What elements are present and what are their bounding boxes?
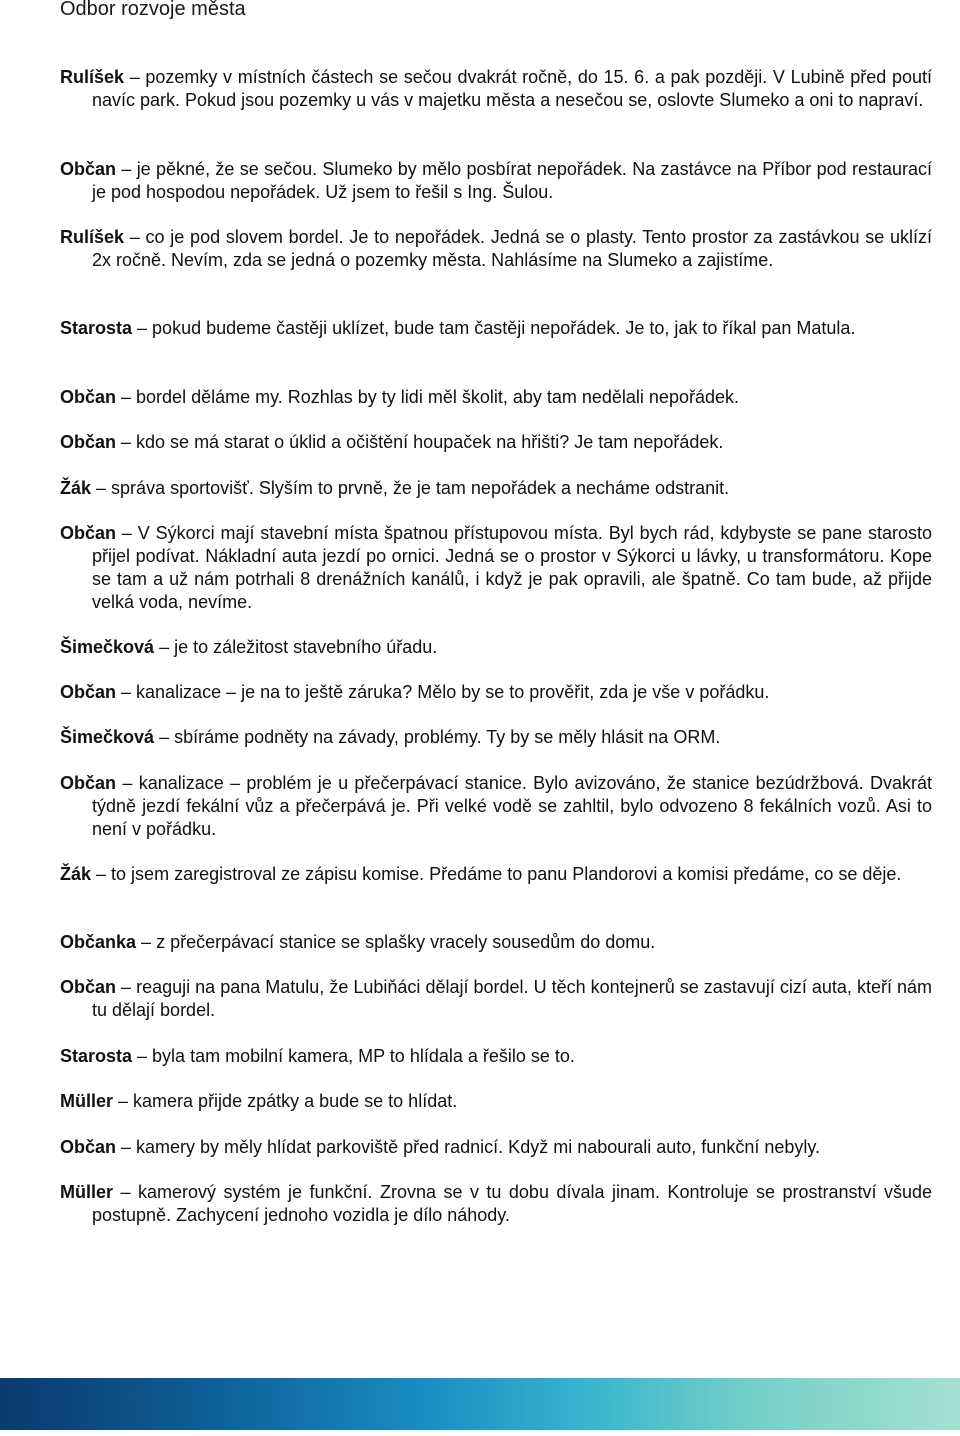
minutes-entry	[60, 386, 932, 409]
footer-gradient-bar	[0, 1378, 960, 1430]
entry-text: reaguji na pana Matulu, že Lubiňáci dělají bordel. U těch kontejnerů se zastavují cizí auta, kteří nám tu dělají bordel.	[92, 977, 932, 1020]
entry-text: co je pod slovem bordel. Je to nepořádek. Jedná se o plasty. Tento prostor za zastávkou se uklízí 2x ročně. Nevím, zda se jedná o pozemky města. Nahlásíme na Slumeko a zajistíme.	[92, 227, 932, 270]
dash-separator: –	[116, 773, 139, 793]
entry-text: pokud budeme častěji uklízet, bude tam častěji nepořádek. Je to, jak to říkal pan Matula.	[152, 318, 856, 338]
minutes-entry	[60, 1136, 932, 1159]
dash-separator: –	[113, 1182, 138, 1202]
entry-text: kamerový systém je funkční. Zrovna se v tu dobu dívala jinam. Kontroluje se prostranství všude postupně. Zachycení jednoho vozidla je dílo náhody.	[92, 1182, 932, 1225]
entry-text: pozemky v místních částech se sečou dvakrát ročně, do 15. 6. a pak později. V Lubině před poutí navíc park. Pokud jsou pozemky u vás v majetku města a nesečou se, oslovte Slumeko a oni to napraví.	[92, 67, 933, 110]
minutes-entry	[60, 976, 932, 1022]
minutes-entry	[60, 158, 932, 204]
dash-separator: –	[91, 864, 112, 884]
entry-text: kanalizace – problém je u přečerpávací stanice. Bylo avizováno, že stanice bezúdržbová. Dvakrát týdně jezdí fekální vůz a přečerpává je. Při velké vodě se zahltil, bylo odvozeno 8 fekálních vozů. Asi to není v pořádku.	[92, 773, 932, 839]
speaker-name: Občanka	[60, 932, 137, 952]
dash-separator: –	[124, 67, 146, 87]
dash-separator: –	[132, 1046, 153, 1066]
speaker-name: Občan	[60, 523, 117, 543]
minutes-entry	[60, 317, 932, 340]
speaker-name: Žák	[60, 478, 92, 498]
entry-text: kdo se má starat o úklid a očištění houpaček na hřišti? Je tam nepořádek.	[136, 432, 724, 452]
dash-separator: –	[113, 1091, 134, 1111]
dash-separator: –	[116, 1137, 137, 1157]
speaker-name: Rulíšek	[60, 67, 125, 87]
dash-separator: –	[154, 727, 175, 747]
entry-text: bordel děláme my. Rozhlas by ty lidi měl školit, aby tam nedělali nepořádek.	[136, 387, 739, 407]
page-header-title: Odbor rozvoje města	[60, 0, 246, 20]
entry-text: sbíráme podněty na závady, problémy. Ty by se měly hlásit na ORM.	[174, 727, 721, 747]
minutes-entry	[60, 477, 932, 500]
speaker-name: Občan	[60, 387, 117, 407]
dash-separator: –	[116, 159, 137, 179]
minutes-entry	[60, 522, 932, 614]
dash-separator: –	[91, 478, 112, 498]
entry-text: správa sportovišť. Slyším to prvně, že je tam nepořádek a necháme odstranit.	[111, 478, 730, 498]
minutes-entry	[60, 681, 932, 704]
dash-separator: –	[154, 637, 175, 657]
dash-separator: –	[132, 318, 153, 338]
dash-separator: –	[116, 977, 137, 997]
minutes-entry	[60, 431, 932, 454]
minutes-entry	[60, 226, 932, 272]
minutes-entry	[60, 726, 932, 749]
speaker-name: Rulíšek	[60, 227, 125, 247]
minutes-entry	[60, 772, 932, 841]
speaker-name: Občan	[60, 432, 117, 452]
dash-separator: –	[124, 227, 146, 247]
dash-separator: –	[136, 932, 157, 952]
speaker-name: Občan	[60, 773, 117, 793]
entry-text: je to záležitost stavebního úřadu.	[174, 637, 438, 657]
speaker-name: Starosta	[60, 318, 133, 338]
speaker-name: Müller	[60, 1091, 114, 1111]
dash-separator: –	[116, 523, 138, 543]
speaker-name: Šimečková	[60, 637, 155, 657]
dash-separator: –	[116, 682, 137, 702]
entry-text: kamery by měly hlídat parkoviště před radnicí. Když mi nabourali auto, funkční nebyly.	[136, 1137, 821, 1157]
speaker-name: Občan	[60, 159, 117, 179]
dash-separator: –	[116, 387, 137, 407]
entry-text: je pěkné, že se sečou. Slumeko by mělo posbírat nepořádek. Na zastávce na Příbor pod restaurací je pod hospodou nepořádek. Už jsem to řešil s Ing. Šulou.	[92, 159, 933, 202]
minutes-entry	[60, 1090, 932, 1113]
entry-text: kamera přijde zpátky a bude se to hlídat.	[133, 1091, 458, 1111]
dash-separator: –	[116, 432, 137, 452]
speaker-name: Občan	[60, 977, 117, 997]
speaker-name: Žák	[60, 864, 92, 884]
minutes-entry	[60, 931, 932, 954]
entry-text: V Sýkorci mají stavební místa špatnou přístupovou místa. Byl bych rád, kdybyste se pane starosto přijel podívat. Nákladní auta jezdí po ornici. Jedná se o prostor v Sýkorci u lávky, u transformátoru. Kope se tam a už nám potrhali 8 drenážních kanálů, i když je pak opravili, ale špatně. Co tam bude, až přijde velká voda, nevíme.	[92, 523, 932, 612]
minutes-entry	[60, 66, 932, 112]
minutes-entry	[60, 1181, 932, 1227]
speaker-name: Starosta	[60, 1046, 133, 1066]
minutes-entry	[60, 1045, 932, 1068]
minutes-entry	[60, 636, 932, 659]
speaker-name: Občan	[60, 682, 117, 702]
speaker-name: Šimečková	[60, 727, 155, 747]
entry-text: to jsem zaregistroval ze zápisu komise. Předáme to panu Plandorovi a komisi předáme, co se děje.	[111, 864, 902, 884]
entry-text: z přečerpávací stanice se splašky vracely sousedům do domu.	[156, 932, 656, 952]
speaker-name: Müller	[60, 1182, 114, 1202]
entry-text: kanalizace – je na to ještě záruka? Mělo by se to prověřit, zda je vše v pořádku.	[136, 682, 770, 702]
minutes-entry	[60, 863, 932, 886]
entry-text: byla tam mobilní kamera, MP to hlídala a řešilo se to.	[152, 1046, 575, 1066]
speaker-name: Občan	[60, 1137, 117, 1157]
